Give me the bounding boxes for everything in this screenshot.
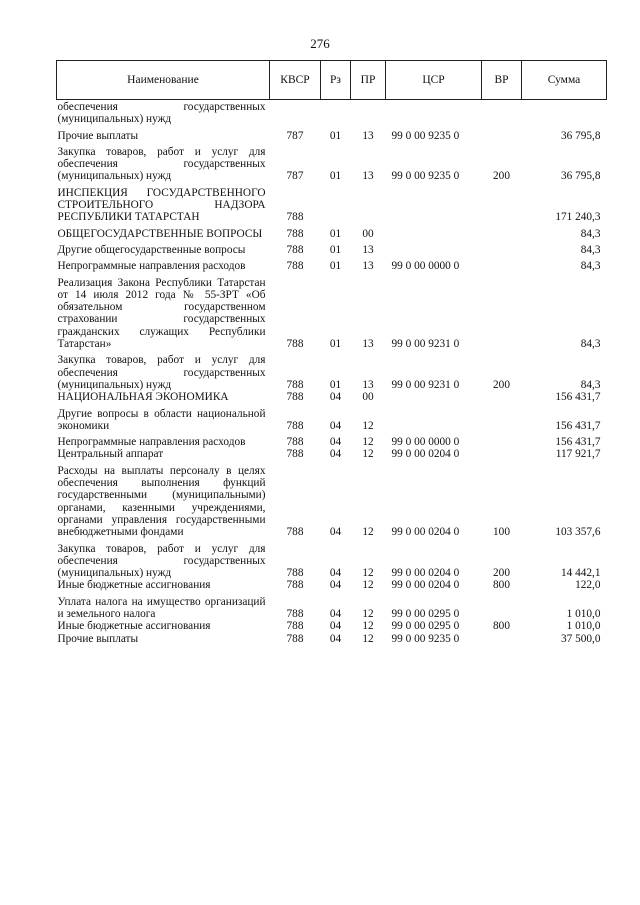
table-row xyxy=(57,633,607,645)
cell-vr xyxy=(482,240,522,256)
cell-rz: 04 xyxy=(329,632,342,645)
cell-rz: 01 xyxy=(329,170,342,183)
cell-csr xyxy=(386,224,482,240)
cell-pr: 13 xyxy=(362,378,374,391)
cell-sum: 1 010,0 xyxy=(566,607,601,620)
table-row xyxy=(57,256,607,272)
cell-vr xyxy=(482,432,522,448)
header-vr: ВР xyxy=(482,61,522,100)
cell-kvsr: 788 xyxy=(286,378,304,391)
cell-pr: 13 xyxy=(362,338,374,351)
cell-kvsr: 788 xyxy=(286,526,304,539)
cell-kvsr: 788 xyxy=(286,620,304,633)
cell-rz: 01 xyxy=(329,260,342,273)
cell-rz: 04 xyxy=(329,620,342,633)
cell-rz: 01 xyxy=(329,243,342,256)
cell-name: ОБЩЕГОСУДАРСТВЕННЫЕ ВОПРОСЫ xyxy=(57,227,263,240)
cell-name: обеспечения государственных (муниципальных) нужд xyxy=(57,101,266,126)
cell-vr xyxy=(482,273,522,351)
table-row xyxy=(57,448,607,460)
cell-csr xyxy=(386,240,482,256)
cell-sum: 84,3 xyxy=(580,338,601,351)
cell-rz: 01 xyxy=(329,129,342,142)
cell-kvsr: 788 xyxy=(286,567,304,580)
cell-kvsr: 788 xyxy=(286,419,304,432)
cell-vr: 200 xyxy=(493,170,510,183)
cell-name: Другие общегосударственные вопросы xyxy=(57,243,246,256)
cell-vr: 800 xyxy=(493,579,510,592)
cell-pr: 12 xyxy=(362,567,374,580)
cell-vr xyxy=(482,126,522,142)
cell-pr xyxy=(351,100,386,126)
cell-sum xyxy=(522,100,607,126)
cell-kvsr: 788 xyxy=(286,243,304,256)
header-name: Наименование xyxy=(57,61,270,100)
cell-csr xyxy=(386,391,482,403)
cell-rz: 01 xyxy=(329,378,342,391)
cell-csr: 99 0 00 0295 0 xyxy=(391,607,460,620)
table-row xyxy=(57,240,607,256)
table-row xyxy=(57,592,607,621)
cell-kvsr: 788 xyxy=(286,607,304,620)
table-row xyxy=(57,126,607,142)
cell-sum: 156 431,7 xyxy=(555,436,601,449)
cell-rz: 01 xyxy=(329,338,342,351)
cell-vr xyxy=(482,100,522,126)
cell-name: Закупка товаров, работ и услуг для обеспечения государственных (муниципальных) нужд xyxy=(57,354,266,391)
cell-csr: 99 0 00 9231 0 xyxy=(391,378,460,391)
cell-pr: 00 xyxy=(362,391,374,404)
cell-pr: 12 xyxy=(362,620,374,633)
cell-sum: 1 010,0 xyxy=(566,620,601,633)
cell-kvsr: 787 xyxy=(286,170,304,183)
cell-pr: 12 xyxy=(362,436,374,449)
cell-csr: 99 0 00 9231 0 xyxy=(391,338,460,351)
cell-kvsr: 788 xyxy=(286,579,304,592)
cell-vr xyxy=(482,404,522,433)
cell-vr xyxy=(482,224,522,240)
cell-pr: 12 xyxy=(362,526,374,539)
cell-pr: 12 xyxy=(362,632,374,645)
cell-rz: 04 xyxy=(329,436,342,449)
cell-sum: 84,3 xyxy=(580,260,601,273)
cell-vr xyxy=(482,448,522,460)
cell-kvsr: 788 xyxy=(286,391,304,404)
table-row xyxy=(57,404,607,433)
cell-csr xyxy=(386,100,482,126)
cell-csr: 99 0 00 0204 0 xyxy=(391,526,460,539)
cell-rz: 04 xyxy=(329,391,342,404)
cell-rz: 04 xyxy=(329,579,342,592)
cell-kvsr: 788 xyxy=(286,211,304,224)
cell-pr: 12 xyxy=(362,607,374,620)
cell-rz: 01 xyxy=(329,227,342,240)
cell-kvsr: 788 xyxy=(286,260,304,273)
cell-pr: 13 xyxy=(362,260,374,273)
cell-name: Непрограммные направления расходов xyxy=(57,436,246,449)
cell-sum: 171 240,3 xyxy=(555,211,601,224)
table-row xyxy=(57,579,607,591)
cell-name: Иные бюджетные ассигнования xyxy=(57,620,211,633)
cell-rz: 04 xyxy=(329,567,342,580)
cell-name: Иные бюджетные ассигнования xyxy=(57,579,211,592)
table-row xyxy=(57,142,607,183)
cell-vr xyxy=(482,183,522,224)
cell-vr: 800 xyxy=(493,620,510,633)
cell-vr xyxy=(482,633,522,645)
cell-csr xyxy=(386,183,482,224)
cell-name: Прочие выплаты xyxy=(57,632,139,645)
cell-name: ИНСПЕКЦИЯ ГОСУДАРСТВЕННОГО СТРОИТЕЛЬНОГО НАДЗОРА РЕСПУБЛИКИ ТАТАРСТАН xyxy=(57,186,266,224)
cell-sum: 156 431,7 xyxy=(555,419,601,432)
cell-csr: 99 0 00 0204 0 xyxy=(391,567,460,580)
cell-name: НАЦИОНАЛЬНАЯ ЭКОНОМИКА xyxy=(57,391,229,404)
cell-csr: 99 0 00 0000 0 xyxy=(391,436,460,449)
page-number: 276 xyxy=(310,36,330,51)
cell-sum: 84,3 xyxy=(580,378,601,391)
cell-kvsr: 788 xyxy=(286,448,304,461)
cell-csr: 99 0 00 0295 0 xyxy=(391,620,460,633)
cell-pr: 12 xyxy=(362,579,374,592)
cell-csr xyxy=(386,404,482,433)
header-csr: ЦСР xyxy=(386,61,482,100)
cell-sum: 37 500,0 xyxy=(560,632,601,645)
table-row xyxy=(57,224,607,240)
cell-pr: 13 xyxy=(362,170,374,183)
cell-csr: 99 0 00 0204 0 xyxy=(391,448,460,461)
cell-vr xyxy=(482,256,522,272)
table-row xyxy=(57,432,607,448)
table-header xyxy=(57,61,607,100)
cell-vr: 200 xyxy=(493,378,510,391)
cell-csr: 99 0 00 9235 0 xyxy=(391,170,460,183)
cell-name: Реализация Закона Республики Татарстан от 14 июля 2012 года № 55-ЗРТ «Об обязательном государственном страховании государственных гражданских служащих Республики Татарстан» xyxy=(57,276,266,351)
cell-rz: 04 xyxy=(329,607,342,620)
cell-sum: 84,3 xyxy=(580,227,601,240)
cell-rz xyxy=(321,183,351,224)
table-row xyxy=(57,183,607,224)
cell-kvsr xyxy=(270,100,321,126)
cell-vr xyxy=(482,592,522,621)
cell-sum: 36 795,8 xyxy=(560,170,601,183)
header-sum: Сумма xyxy=(522,61,607,100)
cell-sum: 14 442,1 xyxy=(560,567,601,580)
table-row xyxy=(57,391,607,403)
table-row xyxy=(57,350,607,391)
header-rz: Рз xyxy=(321,61,351,100)
cell-pr: 00 xyxy=(362,227,374,240)
cell-name: Закупка товаров, работ и услуг для обеспечения государственных (муниципальных) нужд xyxy=(57,145,266,183)
table-body xyxy=(57,100,607,645)
cell-name: Расходы на выплаты персоналу в целях обеспечения выполнения функций государственными (муниципальными) органами, казенными учреждениями, органами управления государственными внебюджетными фондами xyxy=(57,464,266,539)
table-row xyxy=(57,273,607,351)
cell-csr: 99 0 00 9235 0 xyxy=(391,129,460,142)
cell-vr xyxy=(482,391,522,403)
cell-name: Другие вопросы в области национальной экономики xyxy=(57,407,266,432)
cell-sum: 122,0 xyxy=(575,579,601,592)
cell-pr: 13 xyxy=(362,243,374,256)
table-row xyxy=(57,620,607,632)
cell-kvsr: 788 xyxy=(286,436,304,449)
cell-sum: 103 357,6 xyxy=(555,526,601,539)
cell-sum: 84,3 xyxy=(580,243,601,256)
cell-kvsr: 788 xyxy=(286,227,304,240)
cell-csr: 99 0 00 0204 0 xyxy=(391,579,460,592)
cell-kvsr: 787 xyxy=(286,129,304,142)
cell-pr: 12 xyxy=(362,419,374,432)
header-kvsr: КВСР xyxy=(270,61,321,100)
cell-sum: 156 431,7 xyxy=(555,391,601,404)
table-row xyxy=(57,539,607,580)
cell-rz: 04 xyxy=(329,526,342,539)
cell-kvsr: 788 xyxy=(286,338,304,351)
cell-csr: 99 0 00 0000 0 xyxy=(391,260,460,273)
cell-pr: 13 xyxy=(362,129,374,142)
header-pr: ПР xyxy=(351,61,386,100)
cell-rz: 04 xyxy=(329,419,342,432)
cell-name: Непрограммные направления расходов xyxy=(57,260,246,273)
table-row xyxy=(57,100,607,126)
cell-rz: 04 xyxy=(329,448,342,461)
budget-table xyxy=(56,60,607,645)
cell-sum: 117 921,7 xyxy=(555,448,601,461)
cell-sum: 36 795,8 xyxy=(560,129,601,142)
cell-rz xyxy=(321,100,351,126)
cell-kvsr: 788 xyxy=(286,632,304,645)
cell-name: Центральный аппарат xyxy=(57,448,164,461)
cell-vr: 200 xyxy=(493,567,510,580)
cell-csr: 99 0 00 9235 0 xyxy=(391,632,460,645)
cell-pr xyxy=(351,183,386,224)
cell-name: Уплата налога на имущество организаций и земельного налога xyxy=(57,595,266,620)
cell-vr: 100 xyxy=(493,526,510,539)
table-row xyxy=(57,461,607,539)
cell-name: Прочие выплаты xyxy=(57,129,139,142)
cell-pr: 12 xyxy=(362,448,374,461)
cell-name: Закупка товаров, работ и услуг для обеспечения государственных (муниципальных) нужд xyxy=(57,542,266,580)
